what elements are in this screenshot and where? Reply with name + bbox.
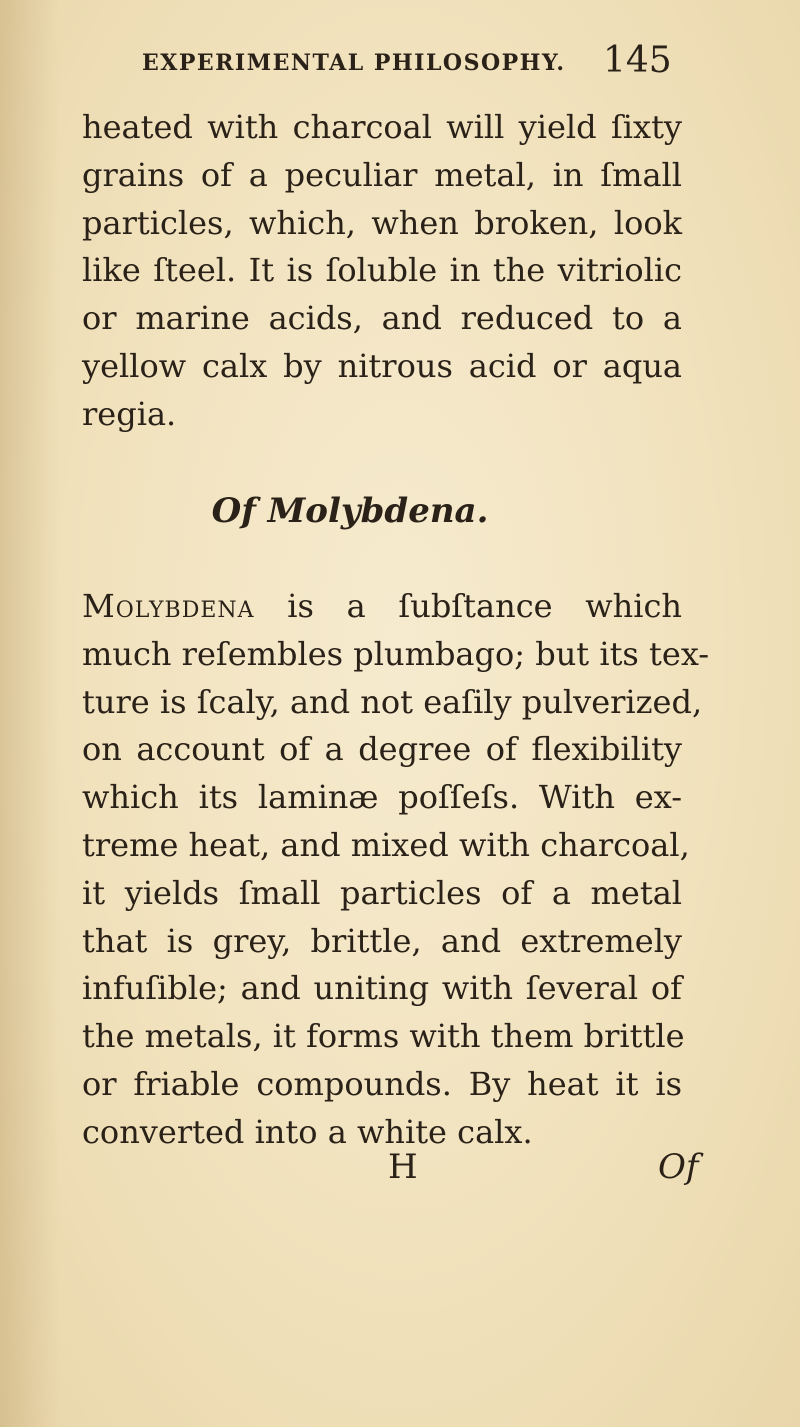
page-number: 145 [603, 40, 672, 81]
signature-mark: H [388, 1147, 418, 1187]
text-line: infuſible; and uniting with ſeveral of [82, 969, 682, 1008]
running-title: EXPERIMENTAL PHILOSOPHY. [142, 50, 566, 76]
page-gutter-shadow [0, 0, 60, 1427]
text-line: regia. [82, 394, 177, 433]
text-line-rest: is a ſubſtance which [287, 587, 683, 625]
text-line: on account of a degree of flexibility [82, 730, 682, 769]
text-line: ture is ſcaly, and not eaſily pulverized, [82, 682, 703, 721]
catchword: Of [658, 1147, 699, 1187]
lead-word: Molybdena [82, 587, 255, 625]
section-heading: Of Molybdena. [211, 491, 489, 531]
text-line: or friable compounds. By heat it is [82, 1064, 682, 1103]
text-line: much reſembles plumbago; but its tex- [82, 634, 710, 673]
text-line: heated with charcoal will yield ſixty [82, 108, 682, 146]
text-line: or marine acids, and reduced to a [82, 299, 682, 338]
text-line: which its laminæ poſſeſs. With ex- [82, 778, 682, 817]
paragraph-1 [82, 104, 682, 439]
text-line: particles, which, when broken, look [82, 203, 682, 242]
text-line: the metals, it forms with them brittle [82, 1017, 685, 1056]
text-line: treme heat, and mixed with charcoal, [82, 825, 690, 864]
text-line: that is grey, brittle, and extremely [82, 921, 682, 960]
text-line: yellow calx by nitrous acid or aqua [82, 346, 682, 385]
text-line: like ſteel. It is ſoluble in the vitriolic [82, 251, 682, 290]
text-line: grains of a peculiar metal, in ſmall [82, 155, 682, 194]
paragraph-2 [82, 583, 710, 1157]
text-line: converted into a white calx. [82, 1112, 533, 1151]
running-head [142, 50, 622, 76]
text-line: it yields ſmall particles of a metal [82, 873, 682, 912]
text-line [82, 583, 682, 631]
